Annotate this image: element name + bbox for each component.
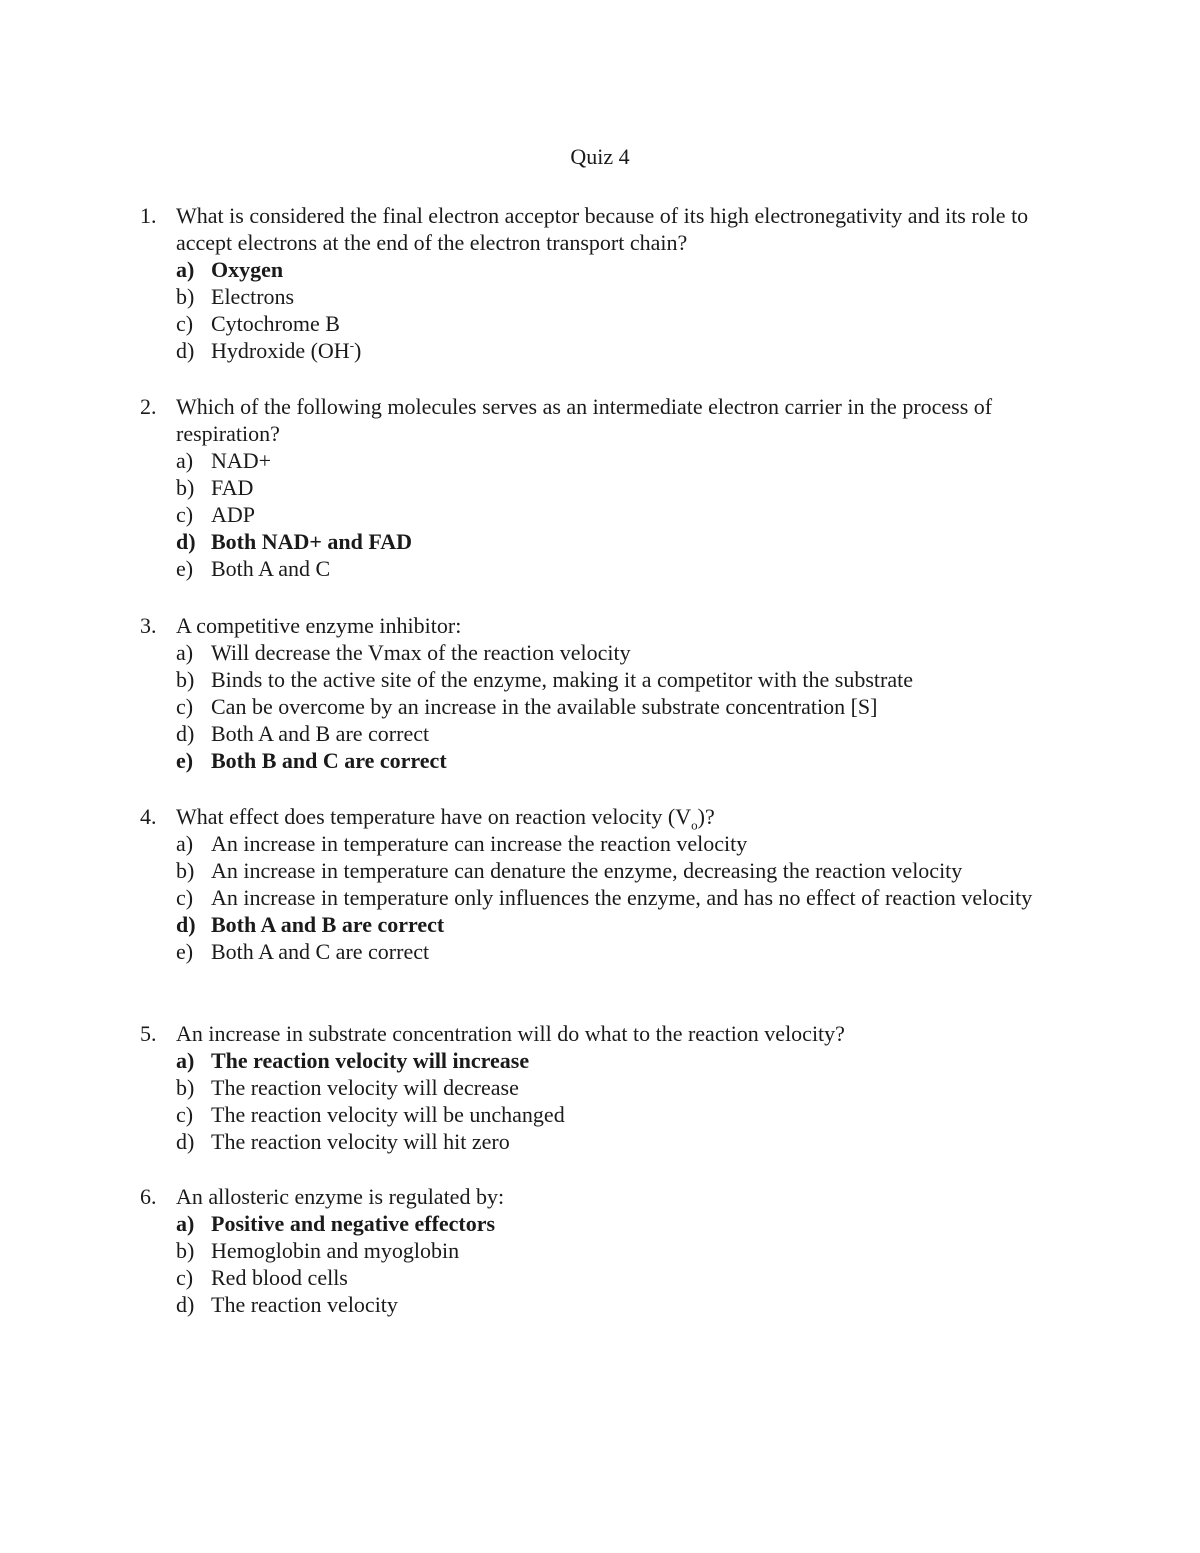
- answer-option-correct: [140, 1210, 1070, 1237]
- question-stem: What effect does temperature have on reaction velocity (V: [176, 804, 692, 829]
- question-number: 4.: [140, 804, 157, 829]
- option-letter: d): [176, 1129, 195, 1154]
- answer-option: [140, 938, 1070, 965]
- question-stem: A competitive enzyme inhibitor:: [176, 613, 462, 638]
- answer-option: [140, 830, 1070, 857]
- option-letter: c): [176, 1102, 194, 1127]
- answer-option: [140, 1291, 1070, 1318]
- option-text: An increase in temperature only influences the enzyme, and has no effect of reaction velocity: [211, 885, 1033, 910]
- option-letter: a): [176, 1048, 195, 1073]
- option-letter: b): [176, 667, 195, 692]
- option-letter: b): [176, 1238, 195, 1263]
- answer-option: [140, 337, 1070, 364]
- question-text: [140, 803, 1070, 833]
- answer-option: [140, 857, 1070, 884]
- answer-option: [140, 1237, 1070, 1264]
- option-text: FAD: [211, 475, 254, 500]
- option-letter: a): [176, 640, 194, 665]
- option-text: The reaction velocity: [211, 1292, 398, 1317]
- option-letter: c): [176, 1265, 194, 1290]
- question-6: [140, 1183, 1070, 1318]
- answer-option: [140, 1264, 1070, 1291]
- answer-option: [140, 447, 1070, 474]
- answer-option: [140, 555, 1070, 582]
- option-text: The reaction velocity will hit zero: [211, 1129, 510, 1154]
- answer-option: [140, 1074, 1070, 1101]
- answer-option: [140, 693, 1070, 720]
- question-number: 1.: [140, 203, 157, 228]
- answer-option: [140, 666, 1070, 693]
- option-text: Both A and C: [211, 556, 331, 581]
- question-stem: Which of the following molecules serves as an intermediate electron carrier in the process of respiration?: [176, 394, 993, 446]
- option-letter: a): [176, 448, 194, 473]
- question-3: [140, 612, 1070, 774]
- answer-option: [140, 1128, 1070, 1155]
- option-text: Binds to the active site of the enzyme, making it a competitor with the substrate: [211, 667, 913, 692]
- option-letter: e): [176, 556, 194, 581]
- option-letter: c): [176, 885, 194, 910]
- question-2: [140, 393, 1070, 582]
- option-letter: b): [176, 1075, 195, 1100]
- option-text: The reaction velocity will decrease: [211, 1075, 519, 1100]
- option-text-tail: ): [354, 338, 362, 363]
- question-stem: An allosteric enzyme is regulated by:: [176, 1184, 505, 1209]
- option-text: The reaction velocity will increase: [211, 1048, 530, 1073]
- question-text: [140, 393, 1070, 447]
- superscript-charge: -: [349, 337, 355, 353]
- answer-option-correct: [140, 911, 1070, 938]
- question-number: 5.: [140, 1021, 157, 1046]
- option-text: Electrons: [211, 284, 295, 309]
- option-text: Will decrease the Vmax of the reaction velocity: [211, 640, 631, 665]
- option-text: Oxygen: [211, 257, 284, 282]
- question-4: [140, 803, 1070, 965]
- page-title: Quiz 4: [570, 144, 630, 169]
- question-1: [140, 202, 1070, 364]
- answer-option-correct: [140, 1047, 1070, 1074]
- option-letter: d): [176, 1292, 195, 1317]
- option-text: Hydroxide (OH: [211, 338, 350, 363]
- question-number: 3.: [140, 613, 157, 638]
- option-text: Both B and C are correct: [211, 748, 447, 773]
- question-text: [140, 1183, 1070, 1210]
- answer-option: [140, 720, 1070, 747]
- option-text: NAD+: [211, 448, 272, 473]
- answer-option: [140, 501, 1070, 528]
- option-text: Both A and B are correct: [211, 912, 445, 937]
- option-text: Both A and C are correct: [211, 939, 430, 964]
- answer-option: [140, 639, 1070, 666]
- option-letter: a): [176, 1211, 195, 1236]
- option-letter: b): [176, 284, 195, 309]
- option-letter: a): [176, 257, 195, 282]
- question-text: [140, 612, 1070, 639]
- option-letter: e): [176, 748, 194, 773]
- option-letter: c): [176, 694, 194, 719]
- option-text: Both NAD+ and FAD: [211, 529, 412, 554]
- option-letter: d): [176, 721, 195, 746]
- option-letter: b): [176, 475, 195, 500]
- option-letter: e): [176, 939, 194, 964]
- answer-option: [140, 283, 1070, 310]
- option-letter: d): [176, 529, 196, 554]
- option-text: ADP: [211, 502, 256, 527]
- option-text: Red blood cells: [211, 1265, 348, 1290]
- question-text: [140, 202, 1070, 256]
- answer-option-correct: [140, 256, 1070, 283]
- option-text: Can be overcome by an increase in the available substrate concentration [S]: [211, 694, 878, 719]
- answer-option-correct: [140, 528, 1070, 555]
- option-letter: c): [176, 502, 194, 527]
- option-text: Both A and B are correct: [211, 721, 430, 746]
- option-letter: d): [176, 912, 196, 937]
- subscript: o: [691, 817, 698, 833]
- answer-option: [140, 1101, 1070, 1128]
- answer-option: [140, 474, 1070, 501]
- option-text: Positive and negative effectors: [211, 1211, 496, 1236]
- question-stem-tail: )?: [697, 804, 715, 829]
- option-letter: b): [176, 858, 195, 883]
- option-letter: a): [176, 831, 194, 856]
- answer-option-correct: [140, 747, 1070, 774]
- option-letter: c): [176, 311, 194, 336]
- question-5: [140, 1020, 1070, 1155]
- option-text: Cytochrome B: [211, 311, 340, 336]
- answer-option: [140, 884, 1070, 911]
- question-stem: An increase in substrate concentration will do what to the reaction velocity?: [176, 1021, 845, 1046]
- option-text: The reaction velocity will be unchanged: [211, 1102, 565, 1127]
- option-text: An increase in temperature can denature the enzyme, decreasing the reaction velocity: [211, 858, 963, 883]
- option-letter: d): [176, 338, 195, 363]
- question-text: [140, 1020, 1070, 1047]
- option-text: Hemoglobin and myoglobin: [211, 1238, 460, 1263]
- option-text: An increase in temperature can increase the reaction velocity: [211, 831, 748, 856]
- question-number: 2.: [140, 394, 157, 419]
- question-stem: What is considered the final electron acceptor because of its high electronegativity and its role to accept electrons at the end of the electron transport chain?: [176, 203, 1029, 255]
- question-number: 6.: [140, 1184, 157, 1209]
- answer-option: [140, 310, 1070, 337]
